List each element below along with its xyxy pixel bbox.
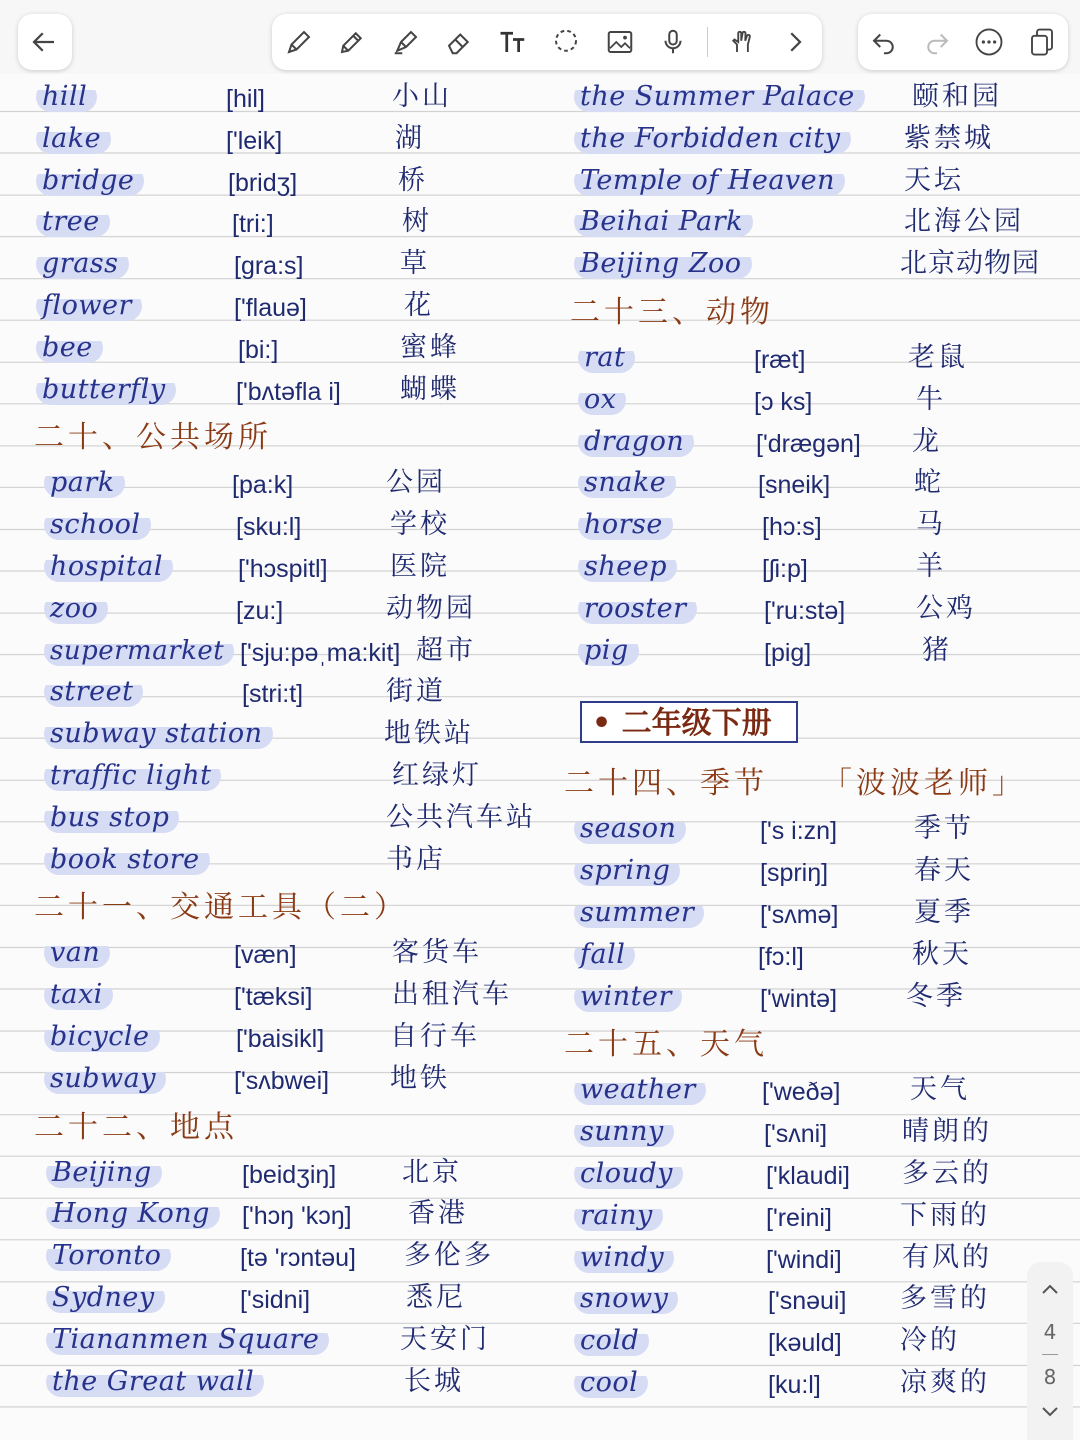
chevron-right-icon [780,27,810,57]
english-word: bridge [36,166,144,196]
section-heading-animals: 二十三、动物 [570,294,774,330]
english-word: snowy [574,1284,678,1314]
page-navigator [1027,1262,1073,1440]
english-word: winter [574,982,682,1012]
english-word: ox [578,385,626,415]
chinese-meaning: 天安门 [400,1323,490,1355]
highlighter-icon [391,27,421,57]
english-word: lake [36,124,111,154]
phonetic: ['ru:stə] [764,596,846,625]
phonetic: [ræt] [754,345,806,374]
image-tool-button[interactable] [594,16,646,68]
vocab-row [560,245,1080,287]
english-word: dragon [578,427,694,457]
chinese-meaning: 街道 [386,676,446,708]
phonetic: [bi:] [238,335,279,364]
english-word: book store [44,845,210,875]
vocab-block-transport [0,934,560,1101]
english-word: flower [36,291,142,321]
vocab-row [560,1197,1080,1239]
english-word: rainy [574,1201,663,1231]
vocab-block-nature [0,78,560,412]
vocab-row [0,371,560,413]
phonetic: ['sʌbwei] [234,1066,330,1095]
english-word: bicycle [44,1022,160,1052]
vocab-row [560,548,1080,590]
english-word: Tiananmen Square [46,1325,329,1355]
english-word: hospital [44,552,173,582]
chinese-meaning: 北京动物园 [900,248,1040,280]
chinese-meaning: 草 [400,248,430,280]
chinese-meaning: 树 [402,206,432,238]
chinese-meaning: 出租汽车 [392,979,512,1011]
teacher-signature: 「波波老师」 [822,766,1026,802]
more-options-button[interactable] [963,16,1015,68]
chinese-meaning: 颐和园 [912,81,1002,112]
english-word: taxi [44,980,113,1010]
vocab-block-places [0,1154,560,1405]
chinese-meaning: 天气 [910,1074,970,1106]
chinese-meaning: 天坛 [904,164,964,196]
section-heading-weather: 二十五、天气 [564,1027,768,1063]
touch-gesture-icon [727,27,757,57]
phonetic: [tə 'rɔntəu] [240,1244,356,1273]
chevron-up-icon[interactable] [1038,1278,1062,1302]
vocab-row [0,799,560,841]
text-tool-icon [498,27,528,57]
vocab-row [0,1279,560,1321]
vocab-row [0,506,560,548]
english-word: cold [574,1326,649,1356]
english-word: Sydney [46,1283,165,1313]
chinese-meaning: 蝴蝶 [400,373,460,405]
chinese-meaning: 龙 [912,425,942,457]
chinese-meaning: 动物园 [386,592,476,624]
vocab-block-animals [560,339,1080,673]
vocab-row [560,810,1080,852]
english-word: spring [574,856,680,886]
vocab-row [560,632,1080,674]
phonetic: [pa:k] [232,471,294,500]
chinese-meaning: 公共汽车站 [386,801,536,833]
english-word: sheep [578,552,677,582]
chinese-meaning: 长城 [404,1365,464,1397]
chinese-meaning: 学校 [390,509,450,541]
pages-button[interactable] [1016,16,1068,68]
chinese-meaning: 秋天 [912,938,972,970]
vocab-row [0,1018,560,1060]
chevron-down-icon[interactable] [1038,1399,1062,1423]
chinese-meaning: 蜜蜂 [400,331,460,363]
english-word: cool [574,1368,648,1398]
vocab-row [0,1154,560,1196]
chinese-meaning: 老鼠 [908,341,968,373]
more-icon [974,27,1004,57]
vocab-row [560,1280,1080,1322]
left-column [0,78,560,1404]
vocab-row [560,1113,1080,1155]
phonetic: [tri:] [232,210,274,239]
phonetic: [ɔ ks] [754,387,813,416]
toolbar-divider [707,27,708,57]
phonetic: [bridʒ] [228,168,298,197]
chinese-meaning: 湖 [395,122,425,154]
pen-icon [284,27,314,57]
vocab-row [0,715,560,757]
lasso-tool-button[interactable] [540,16,592,68]
vocab-row [560,506,1080,548]
phonetic: [sneik] [758,471,831,500]
back-button[interactable] [18,16,70,68]
drawing-tools [272,14,822,70]
chinese-meaning: 北京 [402,1156,462,1188]
phonetic: [gra:s] [234,252,304,281]
vocab-row [560,1322,1080,1364]
vocab-row [0,590,560,632]
pen-tool-button[interactable] [273,16,325,68]
phonetic: [stri:t] [242,680,304,709]
chinese-meaning: 桥 [398,164,428,196]
phonetic: ['klaudi] [766,1161,850,1190]
vocab-row [0,934,560,976]
chinese-meaning: 冬季 [906,980,966,1012]
vocab-row [0,757,560,799]
english-word: windy [574,1243,674,1273]
chinese-meaning: 超市 [416,634,476,666]
chinese-meaning: 医院 [390,550,450,582]
chinese-meaning: 地铁 [390,1062,450,1094]
vocab-row [560,423,1080,465]
phonetic: ['leik] [226,126,283,155]
highlighter-tool-button[interactable] [380,16,432,68]
english-word: horse [578,510,673,540]
chinese-meaning: 自行车 [390,1020,480,1052]
current-page: 4 [1043,1320,1057,1344]
pages-icon [1027,27,1057,57]
total-pages: 8 [1043,1365,1057,1389]
vocab-row [560,381,1080,423]
phonetic: ['windi] [766,1245,842,1274]
english-word: Beijing Zoo [574,249,752,279]
chinese-meaning: 公鸡 [916,592,976,624]
vocab-row [0,548,560,590]
chinese-meaning: 有风的 [902,1241,992,1273]
chinese-meaning: 季节 [914,813,974,845]
english-word: hill [36,82,97,112]
chinese-meaning: 冷的 [900,1325,960,1357]
english-word: traffic light [44,761,221,791]
vocab-block-beijing-sights [560,78,1080,287]
vocab-row [560,339,1080,381]
phonetic: ['sju:pəˌma:kit] [240,638,401,667]
phonetic: ['baisikl] [236,1024,325,1053]
chinese-meaning: 牛 [916,383,946,415]
vocab-row [560,852,1080,894]
chinese-meaning: 北海公园 [904,206,1024,238]
english-word: season [574,814,686,844]
eraser-tool-button[interactable] [433,16,485,68]
phonetic: ['hɔŋ 'kɔŋ] [242,1202,352,1231]
chinese-meaning: 紫禁城 [904,122,994,154]
vocab-row [0,464,560,506]
english-word: supermarket [44,636,234,666]
back-button-group [18,14,72,70]
vocab-row [560,464,1080,506]
english-word: Toronto [46,1241,171,1271]
phonetic: ['flauə] [234,293,307,322]
chinese-meaning: 香港 [408,1198,468,1230]
pencil-tool-button[interactable] [326,16,378,68]
english-word: Temple of Heaven [574,166,845,196]
english-word: bee [36,333,103,363]
vocab-row [0,245,560,287]
vocab-row [0,976,560,1018]
pencil-icon [337,27,367,57]
phonetic: ['sʌni] [764,1120,828,1149]
chinese-meaning: 凉爽的 [900,1366,990,1398]
vocab-row [0,287,560,329]
section-heading-seasons [560,758,1080,810]
vocab-row [560,978,1080,1020]
english-word: Beihai Park [574,207,753,237]
touch-mode-button[interactable] [716,16,768,68]
chinese-meaning: 红绿灯 [392,759,482,791]
chinese-meaning: 多云的 [902,1157,992,1189]
english-word: pig [578,636,639,666]
chinese-meaning: 多雪的 [900,1283,990,1315]
phonetic: ['tæksi] [234,983,313,1012]
section-heading-places: 二十二、地点 [34,1109,238,1145]
phonetic: [pig] [764,638,812,667]
vocab-block-seasons [560,810,1080,1019]
vocab-row [560,936,1080,978]
english-word: summer [574,898,704,928]
phonetic: [ku:l] [768,1370,821,1399]
phonetic: [hil] [226,85,265,113]
chinese-meaning: 悉尼 [406,1281,466,1313]
english-word: snake [578,468,676,498]
grade-section-box: • 二年级下册 [580,701,798,743]
vocab-block-weather [560,1071,1080,1405]
chinese-meaning: 春天 [914,855,974,887]
english-word: the Summer Palace [574,82,865,112]
phonetic: [hɔ:s] [762,513,822,542]
vocab-row [0,1321,560,1363]
vocab-row [0,1195,560,1237]
redo-icon [922,27,952,57]
undo-icon [869,27,899,57]
vocab-row [560,1071,1080,1113]
vocab-row [560,1364,1080,1406]
more-tools-button[interactable] [769,16,821,68]
vocab-row [0,1237,560,1279]
undo-button[interactable] [858,16,910,68]
phonetic: ['weðə] [762,1078,841,1107]
english-word: weather [574,1075,706,1105]
image-icon [605,27,635,57]
vocab-row [560,590,1080,632]
english-word: rat [578,343,635,373]
phonetic: ['hɔspitl] [238,554,328,583]
vocab-row [560,203,1080,245]
chinese-meaning: 夏季 [914,896,974,928]
vocab-block-public-places [0,464,560,882]
phonetic: [beidʒiŋ] [242,1160,337,1189]
english-word: cloudy [574,1159,683,1189]
vocab-row [0,1060,560,1102]
phonetic: [spriŋ] [760,859,829,888]
back-arrow-icon [29,27,59,57]
english-word: the Great wall [46,1367,264,1397]
phonetic: ['snəui] [768,1287,847,1316]
vocab-row [0,632,560,674]
phonetic: ['bʌtəfla i] [236,377,341,406]
english-word: grass [36,249,129,279]
english-word: subway station [44,719,273,749]
vocab-row [0,162,560,204]
english-word: Beijing [46,1158,162,1188]
phonetic: [zu:] [236,596,284,625]
english-word: butterfly [36,375,176,405]
vocab-row [560,162,1080,204]
action-tools [858,14,1068,70]
vocab-row [560,894,1080,936]
chinese-meaning: 地铁站 [384,718,474,750]
vocab-row [0,120,560,162]
chinese-meaning: 小山 [392,81,452,112]
english-word: tree [36,207,110,237]
chinese-meaning: 书店 [386,843,446,875]
chinese-meaning: 下雨的 [900,1199,990,1231]
english-word: rooster [578,594,697,624]
english-word: sunny [574,1117,674,1147]
phonetic: ['sʌmə] [760,900,839,929]
vocab-row [0,78,560,120]
english-word: zoo [44,594,108,624]
section-heading-public-places: 二十、公共场所 [34,420,272,456]
record-audio-button[interactable] [647,16,699,68]
english-word: school [44,510,151,540]
microphone-icon [658,27,688,57]
phonetic: ['s i:zn] [760,817,838,846]
heading-seasons-text: 二十四、季节 [564,766,768,802]
phonetic: [ʃi:p] [762,554,808,583]
vocab-row [0,841,560,883]
chinese-meaning: 晴朗的 [902,1116,992,1148]
chinese-meaning: 羊 [916,550,946,582]
phonetic: ['drægən] [756,429,861,458]
english-word: van [44,938,110,968]
page-divider [1042,1354,1058,1355]
english-word: bus stop [44,803,179,833]
vocab-row [560,1239,1080,1281]
chinese-meaning: 蛇 [914,467,944,499]
vocab-row [0,1363,560,1405]
vocab-row [560,120,1080,162]
english-word: the Forbidden city [574,124,851,154]
chinese-meaning: 马 [916,509,946,541]
eraser-icon [444,27,474,57]
phonetic: ['sidni] [240,1285,311,1314]
chinese-meaning: 猪 [922,634,952,666]
english-word: street [44,677,143,707]
redo-button[interactable] [911,16,963,68]
section-heading-transport: 二十一、交通工具（二） [34,890,408,926]
vocab-row [0,673,560,715]
vocab-row [0,329,560,371]
vocab-row [560,1155,1080,1197]
chinese-meaning: 客货车 [392,937,482,969]
phonetic: [kəuld] [768,1329,842,1358]
chinese-meaning: 多伦多 [404,1240,494,1272]
english-word: fall [574,940,635,970]
phonetic: ['wintə] [760,984,838,1013]
phonetic: [sku:l] [236,513,302,542]
vocab-row [560,78,1080,120]
lasso-icon [551,27,581,57]
chinese-meaning: 花 [404,289,434,321]
english-word: park [44,468,125,498]
vocab-row [0,203,560,245]
text-tool-button[interactable] [487,16,539,68]
english-word: subway [44,1064,166,1094]
english-word: Hong Kong [46,1199,220,1229]
chinese-meaning: 公园 [386,467,446,499]
phonetic: [væn] [234,941,297,970]
phonetic: ['reini] [766,1203,832,1232]
phonetic: [fɔ:l] [758,942,804,971]
